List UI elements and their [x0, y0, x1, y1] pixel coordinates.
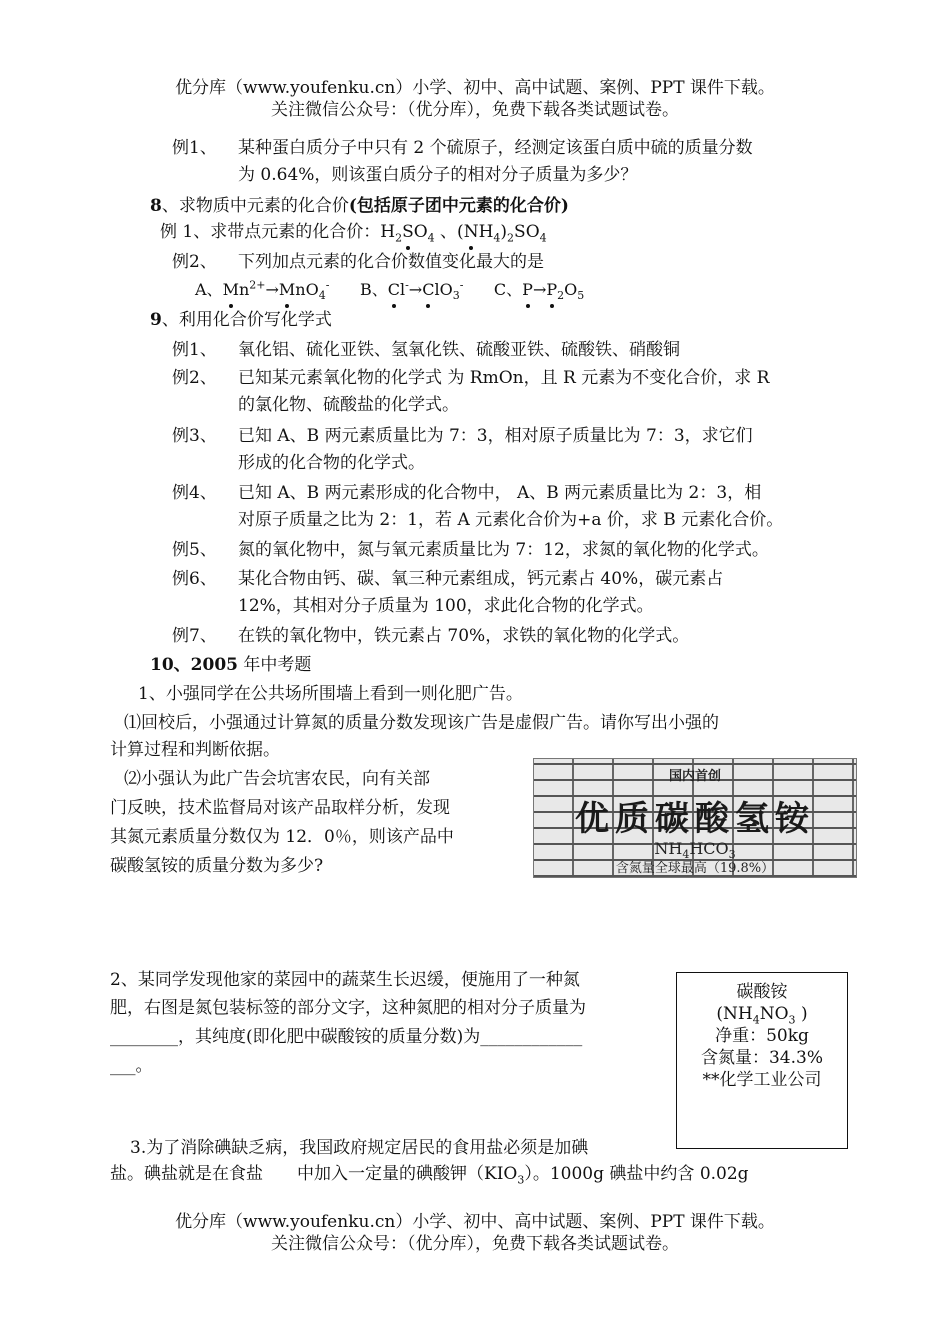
- sec9-ex3-label: 例3、: [172, 426, 217, 446]
- sec9-title: 9、利用化合价写化学式: [150, 310, 332, 330]
- fertilizer-label-box: [676, 972, 848, 1149]
- sec10-q3-line2: 盐。碘盐就是在食盐 中加入一定量的碘酸钾$(KIO_3)$。1000g 碘盐中约含 0.02g: [110, 1164, 749, 1187]
- header-line-2: 关注微信公众号：（优分库），免费下载各类试题试卷。: [271, 100, 679, 120]
- sec9-ex4-label: 例4、: [172, 483, 217, 503]
- sec9-ex6-line1: 某化合物由钙、碳、氧三种元素组成，钙元素占 40%，碳元素占: [238, 569, 724, 589]
- fertilizer-ad-image: [533, 758, 857, 878]
- sec10-q1-part1-line1: ⑴回校后，小强通过计算氮的质量分数发现该广告是虚假广告。请你写出小强的: [124, 713, 719, 733]
- ad-bottom-text: 含氮量全球最高（19.8%）: [615, 861, 775, 876]
- sec9-ex3-line2: 形成的化合物的化学式。: [238, 453, 425, 473]
- label-weight: 净重：50kg: [715, 1026, 809, 1046]
- sec9-ex4-line1: 已知 A、B 两元素形成的化合物中， A、B 两元素质量比为 2：3，相: [238, 483, 762, 503]
- sec9-ex6-line2: 12%，其相对分子质量为 100，求此化合物的化学式。: [238, 596, 654, 616]
- sec10-q1-part1-line2: 计算过程和判断依据。: [110, 740, 280, 760]
- sec10-q1-part2-line4: 碳酸氢铵的质量分数为多少?: [110, 856, 324, 876]
- sec9-ex1-line1: 氧化铝、硫化亚铁、氢氧化铁、硫酸亚铁、硫酸铁、硝酸铜: [238, 340, 680, 360]
- sec9-ex3-line1: 已知 A、B 两元素质量比为 7：3，相对原子质量比为 7：3，求它们: [238, 426, 753, 446]
- sec10-q1-part2-line1: ⑵小强认为此广告会坑害农民，向有关部: [124, 769, 430, 789]
- sec9-ex2-line1: 已知某元素氧化物的化学式 为 RmOn，且 R 元素为不变化合价，求 R: [238, 368, 770, 388]
- label-company: **化学工业公司: [702, 1070, 822, 1090]
- ad-formula: $NH_4HCO_3$: [654, 839, 736, 862]
- ad-top-text: 国内首创: [668, 769, 721, 784]
- sec10-q2-line4: ___。: [110, 1056, 153, 1076]
- label-formula: ($NH_4NO_3$ ): [716, 1004, 808, 1027]
- sec7-ex1-line2: 为 0.64%，则该蛋白质分子的相对分子质量为多少？: [238, 165, 638, 185]
- ad-main-text: 优质碳酸氢铵: [575, 799, 815, 839]
- sec7-ex1-line1: 某种蛋白质分子中只有 2 个硫原子，经测定该蛋白质中硫的质量分数: [238, 138, 753, 158]
- sec10-q1-intro: 1、小强同学在公共场所围墙上看到一则化肥广告。: [138, 684, 523, 704]
- sec10-q3-line1: 3.为了消除碘缺乏病，我国政府规定居民的食用盐必须是加碘: [130, 1138, 589, 1158]
- sec9-ex5-line1: 氮的氧化物中，氮与氧元素质量比为 7：12，求氮的氧化物的化学式。: [238, 540, 769, 560]
- sec9-ex2-line2: 的氯化物、硫酸盐的化学式。: [238, 395, 459, 415]
- sec9-ex5-label: 例5、: [172, 540, 217, 560]
- sec10-q2-line1: 2、某同学发现他家的菜园中的蔬菜生长迟缓，便施用了一种氮: [110, 970, 580, 990]
- sec9-ex7-line1: 在铁的氧化物中，铁元素占 70%，求铁的氧化物的化学式。: [238, 626, 690, 646]
- sec10-q2-line3: ________，其纯度(即化肥中碳酸铵的质量分数)为____________: [110, 1027, 583, 1047]
- sec8-title: 8、求物质中元素的化合价(包括原子团中元素的化合价): [150, 196, 569, 216]
- header-line-1: 优分库（www.youfenku.cn）小学、初中、高中试题、案例、PPT 课件下载。: [175, 78, 775, 98]
- sec9-ex1-label: 例1、: [172, 340, 217, 360]
- footer-line-1: 优分库（www.youfenku.cn）小学、初中、高中试题、案例、PPT 课件下载。: [175, 1212, 775, 1232]
- sec9-ex7-label: 例7、: [172, 626, 217, 646]
- sec8-ex2-label: 例2、: [172, 252, 217, 272]
- sec7-ex1-label: 例1、: [172, 138, 217, 158]
- label-nitrogen: 含氮量：34.3%: [700, 1048, 823, 1068]
- sec9-ex4-line2: 对原子质量之比为 2：1，若 A 元素化合价为+a 价，求 B 元素化合价。: [238, 510, 784, 530]
- sec9-ex6-label: 例6、: [172, 569, 217, 589]
- sec8-ex1: 例 1、求带点元素的化合价：$H_2SO_4$ 、$(NH_4)_2SO_4$: [160, 222, 547, 245]
- sec10-title: 10、2005 年中考题: [150, 655, 312, 675]
- sec10-q2-line2: 肥，右图是氮包装标签的部分文字，这种氮肥的相对分子质量为: [110, 998, 586, 1018]
- sec8-ex2-options: A、$Mn^{2+}\to MnO_4^-$ B、Cl-→ClO$_3$- C、$P\to P_2O_5$: [195, 278, 585, 303]
- sec10-q1-part2-line2: 门反映，技术监督局对该产品取样分析，发现: [110, 798, 450, 818]
- sec10-q1-part2-line3: 其氮元素质量分数仅为 12．0％，则该产品中: [110, 827, 454, 847]
- footer-line-2: 关注微信公众号：（优分库），免费下载各类试题试卷。: [271, 1234, 679, 1254]
- sec9-ex2-label: 例2、: [172, 368, 217, 388]
- label-name: 碳酸铵: [736, 982, 788, 1002]
- sec8-ex2-text: 下列加点元素的化合价数值变化最大的是: [238, 252, 544, 272]
